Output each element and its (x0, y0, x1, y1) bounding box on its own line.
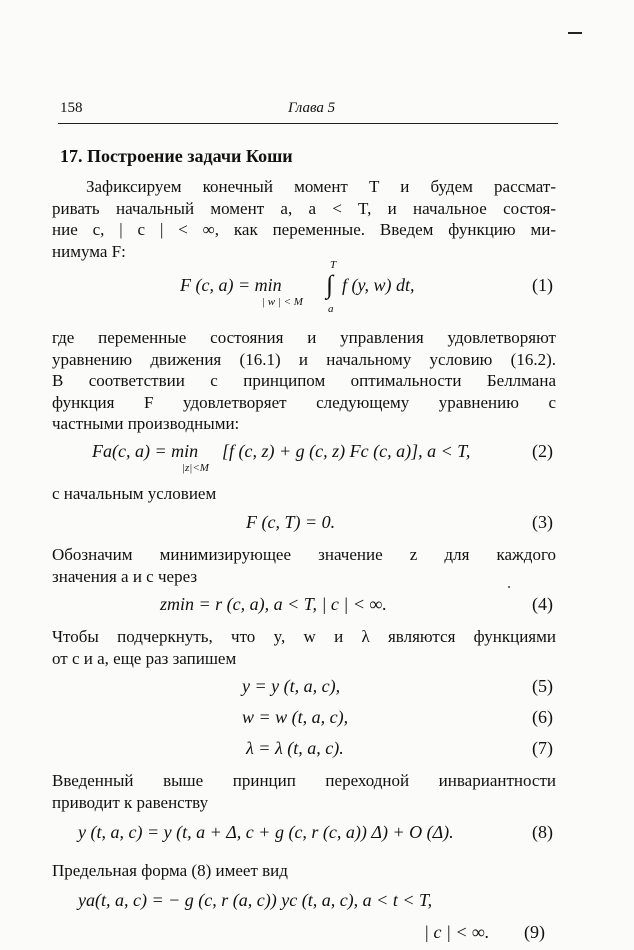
equation-6: w = w (t, a, c), (242, 707, 349, 727)
equation-1-rhs: f (y, w) dt, (342, 275, 415, 295)
equation-2-lhs: Fa(c, a) = min (92, 441, 199, 461)
text-line: приводит к равенству (52, 792, 209, 812)
equation-number-2: (2) (532, 441, 553, 461)
equation-number-6: (6) (532, 707, 553, 727)
equation-number-3: (3) (532, 512, 553, 532)
paragraph-bellman (52, 327, 556, 435)
text-line: ривать начальный момент a, a < T, и начальное состоя- (52, 198, 556, 218)
page-header (60, 100, 556, 120)
text-line: где переменные состояния и управления удовлетворяют (52, 328, 556, 347)
paragraph-invariance (52, 770, 556, 813)
equation-2-rhs: [f (c, z) + g (c, z) Fc (c, a)], a < T, (222, 441, 471, 461)
equation-number-4: (4) (532, 594, 553, 614)
paragraph-minimizer (52, 544, 556, 587)
equation-8: y (t, a, c) = y (t, a + Δ, c + g (c, r (c, a)) Δ) + O (Δ). (78, 822, 454, 842)
equation-number-9: (9) (524, 922, 545, 942)
equation-1-lower-bound: a (328, 303, 334, 315)
text-line: от c и a, еще раз запишем (52, 648, 237, 668)
text-line: с начальным условием (52, 484, 217, 503)
equation-9-line-1: ya(t, a, c) = − g (c, r (a, c)) yc (t, a, c), a < t < T, (78, 890, 433, 910)
text-line: В соответствии с принципом оптимальности Беллмана (52, 371, 556, 391)
section-title: 17. Построение задачи Коши (60, 146, 293, 166)
equation-9-line-2: | c | < ∞. (424, 922, 490, 942)
text-line: Чтобы подчеркнуть, что y, w и λ являются функциями (52, 627, 556, 646)
equation-4: zmin = r (c, a), a < T, | c | < ∞. (160, 594, 387, 614)
text-line: частными производными: (52, 414, 240, 434)
equation-number-8: (8) (532, 822, 553, 842)
paragraph-intro (52, 176, 556, 262)
equation-3: F (c, T) = 0. (246, 512, 336, 532)
paragraph-limit-form (52, 860, 556, 882)
equation-number-7: (7) (532, 738, 553, 758)
equation-1-lhs: F (c, a) = min (180, 275, 282, 295)
page-corner-mark (568, 32, 582, 34)
text-line: Зафиксируем конечный момент T и будем рассмат- (86, 177, 556, 196)
page-number: 158 (60, 100, 83, 116)
text-line: ние c, | c | < ∞, как переменные. Введем функцию ми- (52, 220, 556, 240)
text-line: функция F удовлетворяет следующему уравнению с (52, 392, 556, 412)
chapter-title: Глава 5 (288, 100, 336, 116)
text-line: Введенный выше принцип переходной инвариантности (52, 771, 556, 790)
equation-1-upper-bound: T (330, 259, 337, 271)
equation-1-limit: | w | < M (262, 296, 303, 308)
paragraph-initial-condition (52, 483, 556, 505)
equation-number-1: (1) (532, 275, 553, 295)
equation-number-5: (5) (532, 676, 553, 696)
text-line: уравнению движения (16.1) и начальному условию (16.2). (52, 349, 556, 369)
equation-7: λ = λ (t, a, c). (246, 738, 344, 758)
integral-sign: ∫ (326, 270, 334, 299)
equation-5: y = y (t, a, c), (242, 676, 341, 696)
header-rule (58, 123, 558, 124)
equation-2-limit: |z|<M (182, 462, 209, 474)
text-line: Обозначим минимизирующее значение z для каждого (52, 545, 556, 564)
text-line: значения a и c через (52, 566, 198, 586)
text-line: нимума F: (52, 241, 126, 261)
text-line: Предельная форма (8) имеет вид (52, 861, 288, 880)
print-speck (508, 586, 510, 588)
paragraph-functions (52, 626, 556, 669)
